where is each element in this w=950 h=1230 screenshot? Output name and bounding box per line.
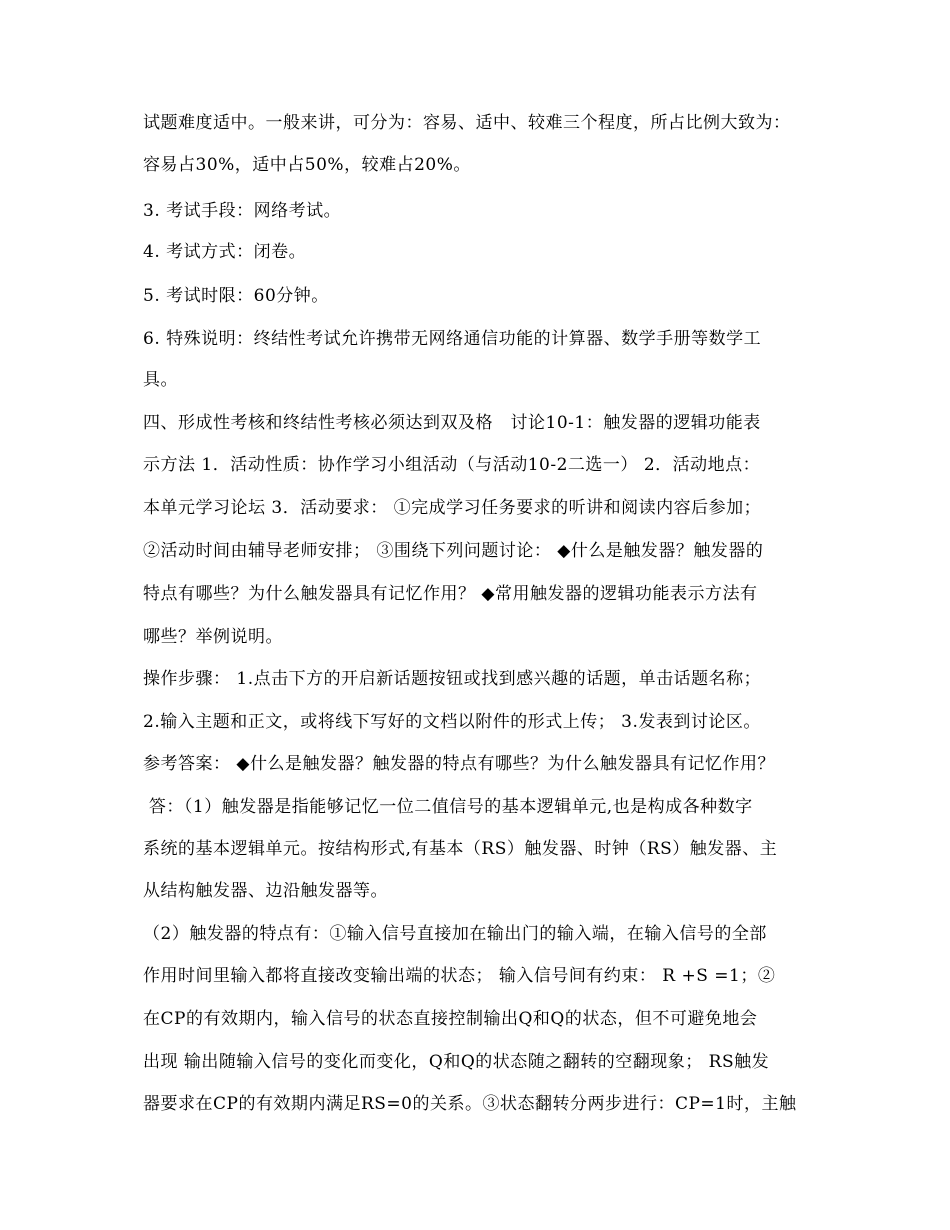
text-line: 答：（1）触发器是指能够记忆一位二值信号的基本逻辑单元,也是构成各种数字 — [143, 797, 753, 817]
text-line: 示方法 1．活动性质：协作学习小组活动（与活动10-2二选一） 2．活动地点： — [143, 455, 761, 475]
text-line: 本单元学习论坛 3．活动要求： ①完成学习任务要求的听讲和阅读内容后参加； — [143, 498, 762, 518]
text-line: 哪些？举例说明。 — [143, 627, 283, 647]
text-line: 2.输入主题和正文，或将线下写好的文档以附件的形式上传； 3.发表到讨论区。 — [143, 712, 761, 732]
text-line: 试题难度适中。一般来讲，可分为：容易、适中、较难三个程度，所占比例大致为： — [143, 113, 791, 133]
text-line: 四、形成性考核和终结性考核必须达到双及格 讨论10-1：触发器的逻辑功能表 — [143, 413, 761, 433]
text-line: 3. 考试手段：网络考试。 — [143, 201, 342, 221]
text-line: （2）触发器的特点有：①输入信号直接加在输出门的输入端，在输入信号的全部 — [143, 924, 767, 944]
text-line: 4. 考试方式：闭卷。 — [143, 242, 307, 262]
text-line: 在CP的有效期内，输入信号的状态直接控制输出Q和Q的状态，但不可避免地会 — [143, 1009, 758, 1029]
text-line: ②活动时间由辅导老师安排； ③围绕下列问题讨论： ◆什么是触发器？触发器的 — [143, 541, 764, 561]
text-line: 6. 特殊说明：终结性考试允许携带无网络通信功能的计算器、数学手册等数学工 — [143, 329, 762, 349]
text-line: 具。 — [143, 370, 178, 390]
text-line: 参考答案： ◆什么是触发器？触发器的特点有哪些？为什么触发器具有记忆作用？ — [143, 754, 775, 774]
text-line: 操作步骤： 1.点击下方的开启新话题按钮或找到感兴趣的话题，单击话题名称； — [143, 669, 762, 689]
text-line: 5. 考试时限：60分钟。 — [143, 286, 329, 306]
text-line: 从结构触发器、边沿触发器等。 — [143, 881, 388, 901]
text-line: 系统的基本逻辑单元。按结构形式,有基本（RS）触发器、时钟（RS）触发器、主 — [143, 839, 778, 859]
text-line: 出现 输出随输入信号的变化而变化，Q和Q的状态随之翻转的空翻现象； RS触发 — [143, 1052, 770, 1072]
text-line: 特点有哪些？为什么触发器具有记忆作用？ ◆常用触发器的逻辑功能表示方法有 — [143, 584, 758, 604]
text-line: 器要求在CP的有效期内满足RS=0的关系。③状态翻转分两步进行：CP=1时，主触 — [143, 1094, 797, 1114]
text-line: 作用时间里输入都将直接改变输出端的状态； 输入信号间有约束： R +S =1；② — [143, 966, 776, 986]
text-line: 容易占30%，适中占50%，较难占20%。 — [143, 155, 471, 175]
